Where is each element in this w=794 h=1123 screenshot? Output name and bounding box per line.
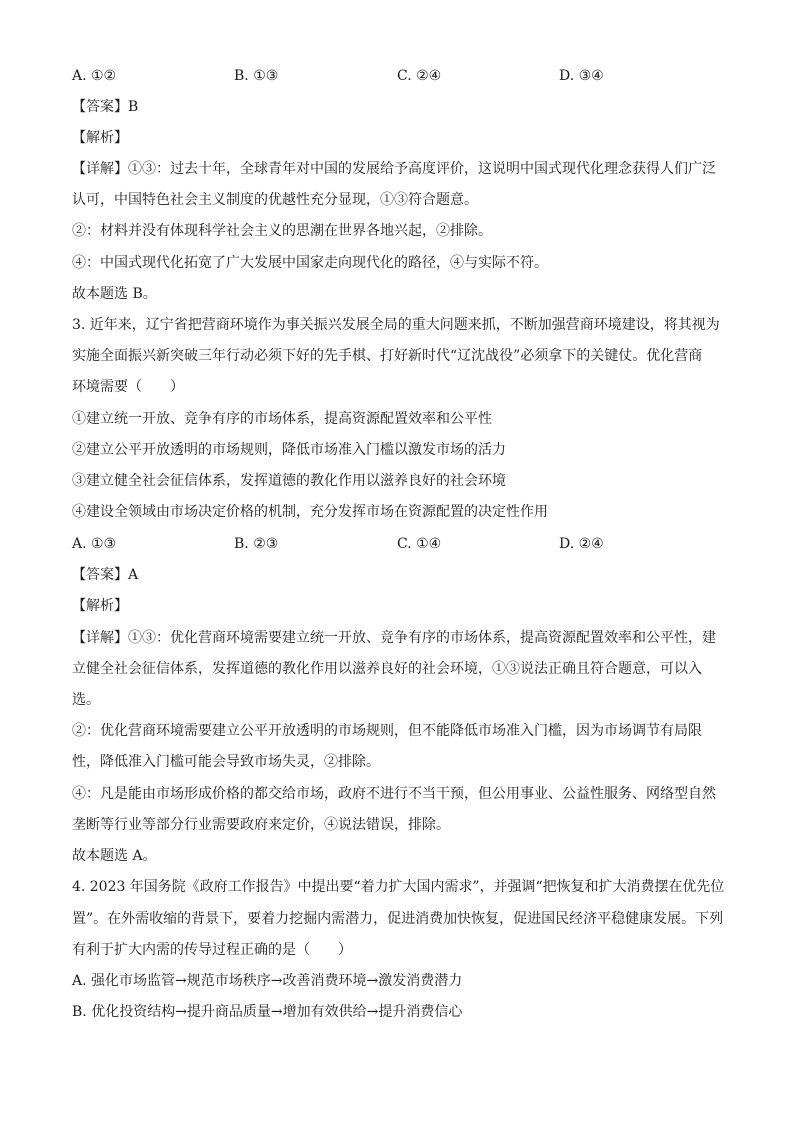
q3-options xyxy=(72,534,732,554)
q4-choice-b: B. 优化投资结构→提升商品质量→增加有效供给→提升消费信心 xyxy=(72,1004,463,1020)
q4-choice-a: A. 强化市场监管→规范市场秩序→改善消费环境→激发消费潜力 xyxy=(72,973,463,989)
q2-option-b: B. ①③ xyxy=(234,68,279,84)
q4-stem-line: 有利于扩大内需的传导过程正确的是（ ） xyxy=(72,942,352,958)
q4-stem-line: 置”。在外需收缩的背景下，要着力挖掘内需潜力，促进消费加快恢复，促进国民经济平稳健康发展。下列 xyxy=(72,911,724,927)
q3-statement: ②建立公平开放透明的市场规则，降低市场准入门槛以激发市场的活力 xyxy=(72,442,506,458)
q3-detail-line: 【详解】①③：优化营商环境需要建立统一开放、竞争有序的市场体系，提高资源配置效率和公平性，建 xyxy=(72,630,716,646)
q3-detail-line: 立健全社会征信体系，发挥道德的教化作用以滋养良好的社会环境，①③说法正确且符合题意，可以入 xyxy=(72,661,702,677)
q2-answer: 【答案】B xyxy=(72,99,139,115)
q3-conclusion: 故本题选 A。 xyxy=(72,848,157,864)
q3-statement: ④建设全领域由市场决定价格的机制，充分发挥市场在资源配置的决定性作用 xyxy=(72,504,548,520)
q3-detail-line: 性，降低准入门槛可能会导致市场失灵，②排除。 xyxy=(72,754,380,770)
q3-answer: 【答案】A xyxy=(72,567,139,583)
q2-detail-line: ④：中国式现代化拓宽了广大发展中国家走向现代化的路径，④与实际不符。 xyxy=(72,255,548,271)
q3-stem-line: 3. 近年来，辽宁省把营商环境作为事关振兴发展全局的重大问题来抓，不断加强营商环境建设，将其视为 xyxy=(72,317,720,333)
q3-option-a: A. ①③ xyxy=(72,536,117,552)
q2-detail-line: 认可，中国特色社会主义制度的优越性充分显现，①③符合题意。 xyxy=(72,192,478,208)
q2-analysis-heading: 【解析】 xyxy=(72,130,128,146)
q3-detail-line: 垄断等行业等部分行业需要政府来定价，④说法错误，排除。 xyxy=(72,817,450,833)
q3-statement: ①建立统一开放、竞争有序的市场体系，提高资源配置效率和公平性 xyxy=(72,411,492,427)
q2-detail-line: 【详解】①③：过去十年，全球青年对中国的发展给予高度评价，这说明中国式现代化理念获得人们广泛 xyxy=(72,161,716,177)
q2-detail-line: ②：材料并没有体现科学社会主义的思潮在世界各地兴起，②排除。 xyxy=(72,223,492,239)
q3-analysis-heading: 【解析】 xyxy=(72,598,128,614)
q4-stem-line: 4. 2023 年国务院《政府工作报告》中提出要“着力扩大国内需求”，并强调“把恢复和扩大消费摆在优先位 xyxy=(72,879,725,895)
q3-option-d: D. ②④ xyxy=(559,536,604,552)
q3-option-c: C. ①④ xyxy=(397,536,442,552)
q2-option-d: D. ③④ xyxy=(559,68,604,84)
q3-detail-line: 选。 xyxy=(72,692,100,708)
q3-option-b: B. ②③ xyxy=(234,536,279,552)
q2-options xyxy=(72,66,732,86)
q3-stem-line: 实施全面振兴新突破三年行动必须下好的先手棋、打好新时代“辽沈战役”必须拿下的关键仗。优化营商 xyxy=(72,348,703,364)
q3-statement: ③建立健全社会征信体系，发挥道德的教化作用以滋养良好的社会环境 xyxy=(72,473,506,489)
q2-option-c: C. ②④ xyxy=(397,68,442,84)
q3-detail-line: ④：凡是能由市场形成价格的都交给市场，政府不进行不当干预，但公用事业、公益性服务、网络型自然 xyxy=(72,786,716,802)
q2-conclusion: 故本题选 B。 xyxy=(72,286,157,302)
q3-stem-line: 环境需要（ ） xyxy=(72,379,184,395)
q3-detail-line: ②：优化营商环境需要建立公平开放透明的市场规则，但不能降低市场准入门槛，因为市场调节有局限 xyxy=(72,723,702,739)
q2-option-a: A. ①② xyxy=(72,68,117,84)
